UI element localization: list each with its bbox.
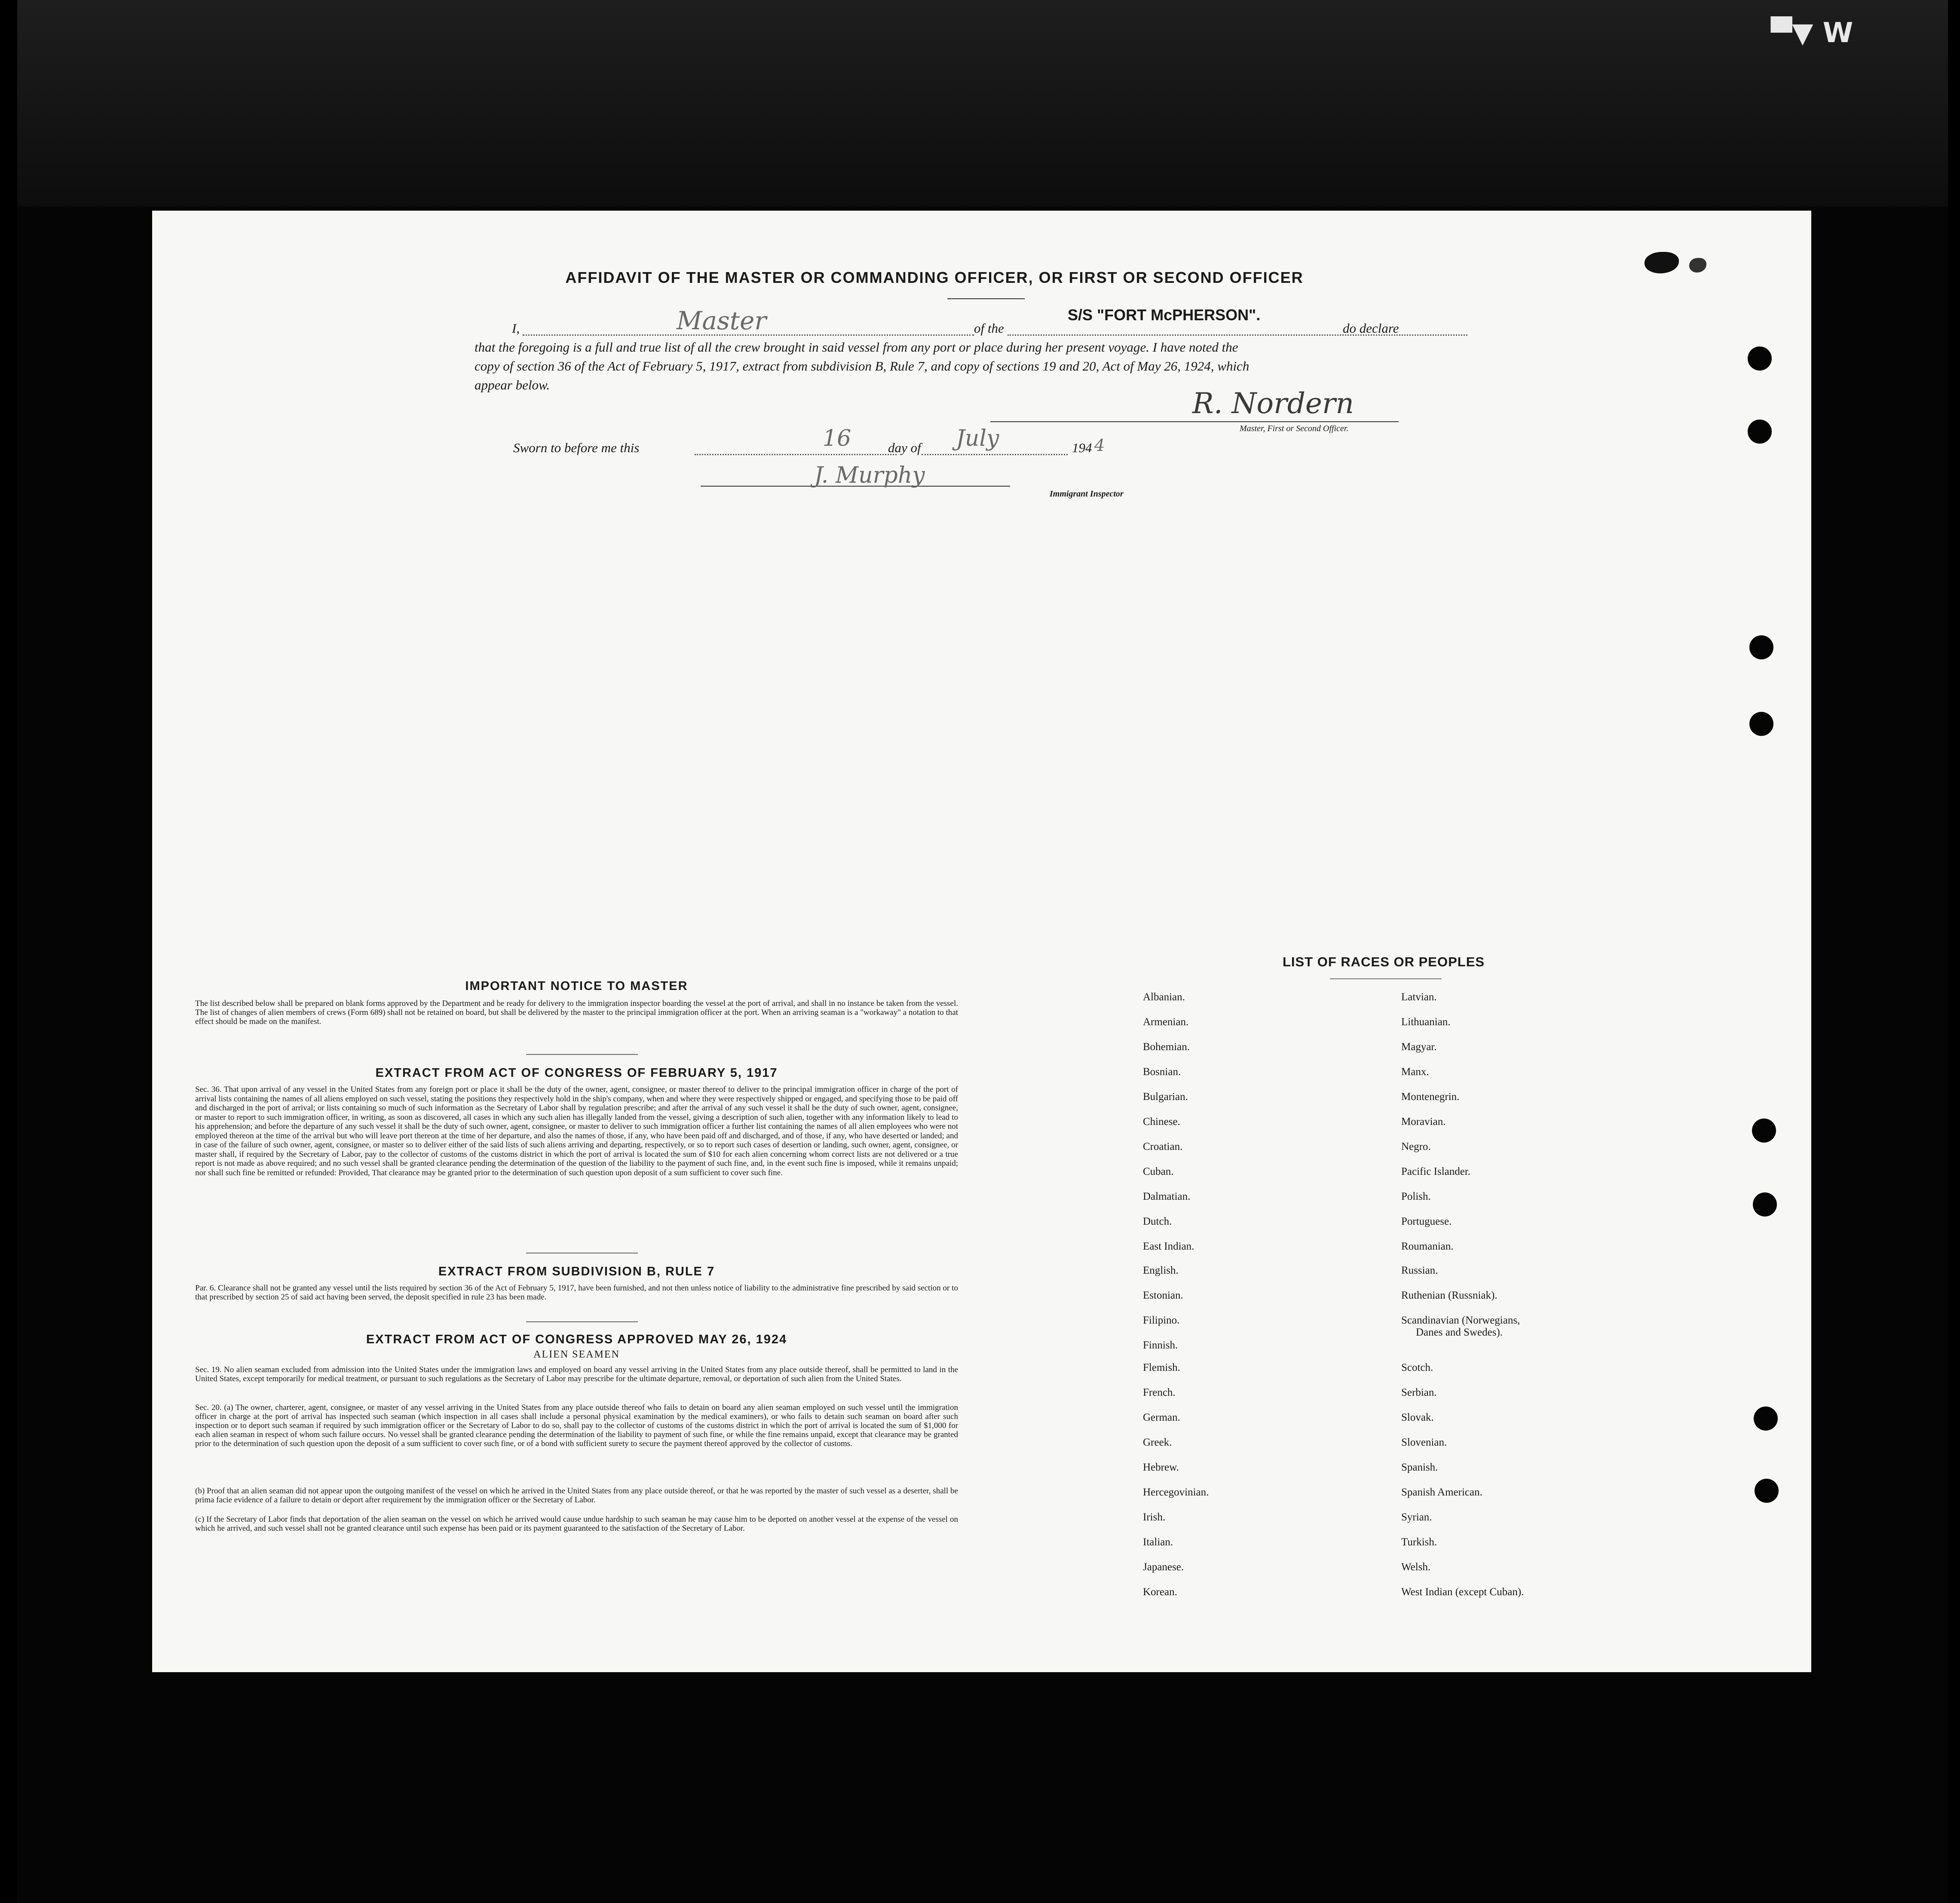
- sec20b-text: (b) Proof that an alien seaman did not appear upon the outgoing manifest of the vessel on which he arrived in the United States from any place outside thereof, or that he was reported by the master of such vessel as a deserter, shall be prima facie evidence of a failure to detain or deport after requirement by the immigration officer or the Secretary of Labor.: [195, 1486, 958, 1505]
- race-item: West Indian (except Cuban).: [1401, 1586, 1524, 1598]
- race-item: Albanian.: [1143, 991, 1185, 1003]
- race-item: Korean.: [1143, 1586, 1177, 1598]
- sworn-label: Sworn to before me this: [513, 440, 640, 455]
- signature-line: [990, 421, 1399, 422]
- race-item: Filipino.: [1143, 1315, 1180, 1326]
- ink-blot: [1689, 258, 1706, 273]
- sec20a-text: Sec. 20. (a) The owner, charterer, agent, consignee, or master of any vessel arriving in the United States from any place outside thereof who fails to detain on board any alien seaman employed on such vessel until the immigration officer in charge at the port of arrival has inspected such seaman (which inspection in all cases shall include a personal physical examination by the medical examiners), or who fails to detain such seaman on board after such inspection or to deport such seaman if required by such immigration officer or the Secretary of Labor to do so, shall pay to the collector of customs of the customs district in which the port of arrival is located the sum of $1,000 for each alien seaman in respect of whom such failure occurs. No vessel shall be granted clearance pending the determination of the liability to payment of such fine, or while the fine remains unpaid, except that clearance may be granted prior to the determination of such question upon the deposit of a sum sufficient to cover such fine, or of a bond with sufficient surety to secure the payment thereof approved by the collector of customs.: [195, 1403, 958, 1448]
- extract-1924-subtitle: ALIEN SEAMEN: [533, 1349, 620, 1360]
- film-right-border: [1948, 0, 1960, 1903]
- race-item: Ruthenian (Russniak).: [1401, 1290, 1498, 1301]
- film-edge-marks: ▀▼ W: [1771, 17, 1853, 49]
- race-item: Moravian.: [1401, 1116, 1446, 1128]
- race-item: Spanish American.: [1401, 1486, 1482, 1498]
- sworn-month-line: [922, 454, 1068, 455]
- notice-title: IMPORTANT NOTICE TO MASTER: [465, 979, 688, 993]
- inspector-signature: J. Murphy: [814, 463, 925, 488]
- signature-caption: Master, First or Second Officer.: [1240, 424, 1349, 433]
- race-item: Scandinavian (Norwegians,: [1401, 1315, 1520, 1326]
- sworn-month-handwritten: July: [956, 426, 999, 451]
- race-item: Cuban.: [1143, 1166, 1174, 1177]
- race-item: Slovenian.: [1401, 1437, 1447, 1448]
- race-item: Hebrew.: [1143, 1462, 1179, 1473]
- extract-1924-title: EXTRACT FROM ACT OF CONGRESS APPROVED MAY 26, 1924: [366, 1333, 787, 1346]
- race-item: Bosnian.: [1143, 1066, 1181, 1078]
- inspector-caption: Immigrant Inspector: [1050, 489, 1124, 499]
- punch-hole: [1755, 1479, 1779, 1503]
- race-item: Croatian.: [1143, 1141, 1183, 1152]
- race-item: Dalmatian.: [1143, 1191, 1191, 1202]
- race-item: English.: [1143, 1265, 1179, 1276]
- race-item: Estonian.: [1143, 1290, 1183, 1301]
- race-item: Finnish.: [1143, 1339, 1178, 1351]
- extract-rule7-text: Par. 6. Clearance shall not be granted any vessel until the lists required by section 36 of the Act of February 5, 1917, have been furnished, and not then unless notice of liability to the administrative fine prescribed by said section or to that prescribed by section 25 of said act having been served, the deposit specified in rule 23 has been made.: [195, 1284, 958, 1302]
- race-item: Bohemian.: [1143, 1041, 1190, 1053]
- affidavit-body-line: that the foregoing is a full and true list of all the crew brought in said vessel from any port or place during her present voyage. I have noted the: [475, 340, 1238, 355]
- film-left-border: [0, 0, 17, 1903]
- affidavit-body-line: appear below.: [475, 377, 550, 392]
- race-item: Japanese.: [1143, 1561, 1184, 1573]
- year-handwritten: 4: [1094, 436, 1105, 455]
- punch-hole: [1748, 420, 1772, 444]
- race-item: Irish.: [1143, 1511, 1166, 1523]
- race-item: Flemish.: [1143, 1362, 1180, 1373]
- race-item: German.: [1143, 1412, 1180, 1423]
- race-item: Montenegrin.: [1401, 1091, 1460, 1103]
- races-list-title: LIST OF RACES OR PEOPLES: [1282, 954, 1485, 969]
- race-item: Danes and Swedes).: [1416, 1327, 1503, 1338]
- document-page: [152, 211, 1811, 1672]
- race-item: Turkish.: [1401, 1536, 1437, 1548]
- punch-hole: [1748, 346, 1772, 371]
- sworn-day-line: [695, 454, 897, 455]
- race-item: Portuguese.: [1401, 1216, 1452, 1227]
- master-signature: R. Nordern: [1192, 387, 1354, 420]
- race-item: Pacific Islander.: [1401, 1166, 1471, 1177]
- do-declare-label: do declare: [1343, 321, 1399, 336]
- punch-hole: [1749, 635, 1773, 659]
- vessel-name-stamp: S/S "FORT McPHERSON".: [1068, 306, 1261, 324]
- race-item: Bulgarian.: [1143, 1091, 1188, 1103]
- race-item: Syrian.: [1401, 1511, 1432, 1523]
- punch-hole: [1753, 1192, 1777, 1217]
- extract-rule7-title: EXTRACT FROM SUBDIVISION B, RULE 7: [438, 1265, 715, 1278]
- year-prefix: 194: [1072, 440, 1092, 455]
- race-item: Manx.: [1401, 1066, 1429, 1078]
- extract-1917-text: Sec. 36. That upon arrival of any vessel in the United States from any foreign port or place it shall be the duty of the owner, agent, consignee, or master thereof to deliver to the principal immigration officer in charge of the port of arrival lists containing the names of all aliens employed on such vessel, stating the positions they respectively hold in the ship's company, when and where they were respectively shipped or engaged, and specifying those to be paid off and discharged in the port of arrival; or lists containing so much of such information as the Secretary of Labor shall by regulation prescribe; and after the arrival of any such vessel it shall be the duty of such owner, agent, consignee, or master to report to such immigration officer, in writing, as soon as discovered, all cases in which any such alien has illegally landed from the vessel, giving a description of such alien, together with any information likely to lead to his apprehension; and before the departure of any such vessel it shall be the duty of such owner, agent, consignee, or master to deliver to such immigration officer a further list containing the names of all alien employees who were not employed thereon at the time of the arrival but who will leave port thereon at the time of her departure, and also the names of those, if any, who have been paid off and discharged, and of those, if any, who have deserted or landed; and in case of the failure of such owner, agent, consignee, or master so to deliver either of the said lists of such aliens arriving and departing, respectively, or so to report such cases of desertion or landing, such owner, agent, consignee, or master shall, if required by the Secretary of Labor, pay to the collector of customs of the customs district in which the port of arrival is located the sum of $10 for each alien concerning whom correct lists are not delivered or a true report is not made as above required; and no such vessel shall be granted clearance pending the determination of the question of the liability to the payment of such fine, and, in the event such fine is imposed, while it remains unpaid; nor shall such fine be remitted or refunded: Provided, That clearance may be granted prior to the determination of such question upon deposit of a sum sufficient to cover such fine.: [195, 1085, 958, 1177]
- section-divider: [526, 1054, 638, 1055]
- race-item: Armenian.: [1143, 1016, 1189, 1028]
- race-item: Polish.: [1401, 1191, 1431, 1202]
- of-the-label: of the: [974, 321, 1004, 336]
- punch-hole: [1752, 1119, 1776, 1143]
- race-item: Magyar.: [1401, 1041, 1437, 1053]
- sec19-text: Sec. 19. No alien seaman excluded from admission into the United States under the immigration laws and employed on board any vessel arriving in the United States from any place outside thereof, shall be permitted to land in the United States, except temporarily for medical treatment, or pursuant to such regulations as the Secretary of Labor may prescribe for the ultimate departure, removal, or deportation of such alien from the United States.: [195, 1365, 958, 1383]
- notice-text: The list described below shall be prepared on blank forms approved by the Department and be ready for delivery to the immigration inspector boarding the vessel at the port of arrival, and shall in no instance be taken from the vessel. The list of changes of alien members of crews (Form 689) shall not be retained on board, but shall be delivered by the master to the principal immigration officer at the port. When an arriving seaman is a "workaway" a notation to that effect should be made on the manifest.: [195, 999, 958, 1026]
- race-item: Italian.: [1143, 1536, 1173, 1548]
- races-title-rule: [1330, 978, 1442, 979]
- race-item: Lithuanian.: [1401, 1016, 1451, 1028]
- race-item: Serbian.: [1401, 1387, 1437, 1398]
- extract-1917-title: EXTRACT FROM ACT OF CONGRESS OF FEBRUARY 5, 1917: [375, 1066, 778, 1080]
- master-handwritten: Master: [677, 306, 767, 335]
- race-item: Dutch.: [1143, 1216, 1172, 1227]
- race-item: Scotch.: [1401, 1362, 1433, 1373]
- sec20c-text: (c) If the Secretary of Labor finds that deportation of the alien seaman on the vessel on which he arrived would cause undue hardship to such seaman he may cause him to be deported on another vessel at the expense of the vessel on which he arrived, and such vessel shall not be granted clearance until such expense has been paid or its payment guaranteed to the satisfaction of the Secretary of Labor.: [195, 1515, 958, 1533]
- punch-hole: [1749, 712, 1773, 736]
- punch-hole: [1754, 1407, 1778, 1431]
- affidavit-title: AFFIDAVIT OF THE MASTER OR COMMANDING OFFICER, OR FIRST OR SECOND OFFICER: [565, 269, 1304, 286]
- race-item: Slovak.: [1401, 1412, 1434, 1423]
- film-top-border: [0, 0, 1960, 206]
- race-item: Greek.: [1143, 1437, 1172, 1448]
- race-item: Latvian.: [1401, 991, 1437, 1003]
- race-item: East Indian.: [1143, 1241, 1194, 1252]
- race-item: Hercegovinian.: [1143, 1486, 1209, 1498]
- race-item: Welsh.: [1401, 1561, 1431, 1573]
- race-item: Spanish.: [1401, 1462, 1438, 1473]
- ink-blot: [1645, 252, 1679, 273]
- title-rule: [947, 298, 1025, 299]
- race-item: French.: [1143, 1387, 1176, 1398]
- affidavit-body-line: copy of section 36 of the Act of February 5, 1917, extract from subdivision B, Rule 7, and copy of sections 19 and 20, Act of May 26, 1924, which: [475, 359, 1250, 374]
- race-item: Russian.: [1401, 1265, 1438, 1276]
- race-item: Chinese.: [1143, 1116, 1180, 1128]
- race-item: Negro.: [1401, 1141, 1431, 1152]
- affidavit-i-label: I,: [512, 321, 520, 336]
- sworn-day-handwritten: 16: [823, 426, 851, 451]
- day-of-label: day of: [888, 440, 921, 455]
- race-item: Roumanian.: [1401, 1241, 1454, 1252]
- section-divider: [526, 1321, 638, 1322]
